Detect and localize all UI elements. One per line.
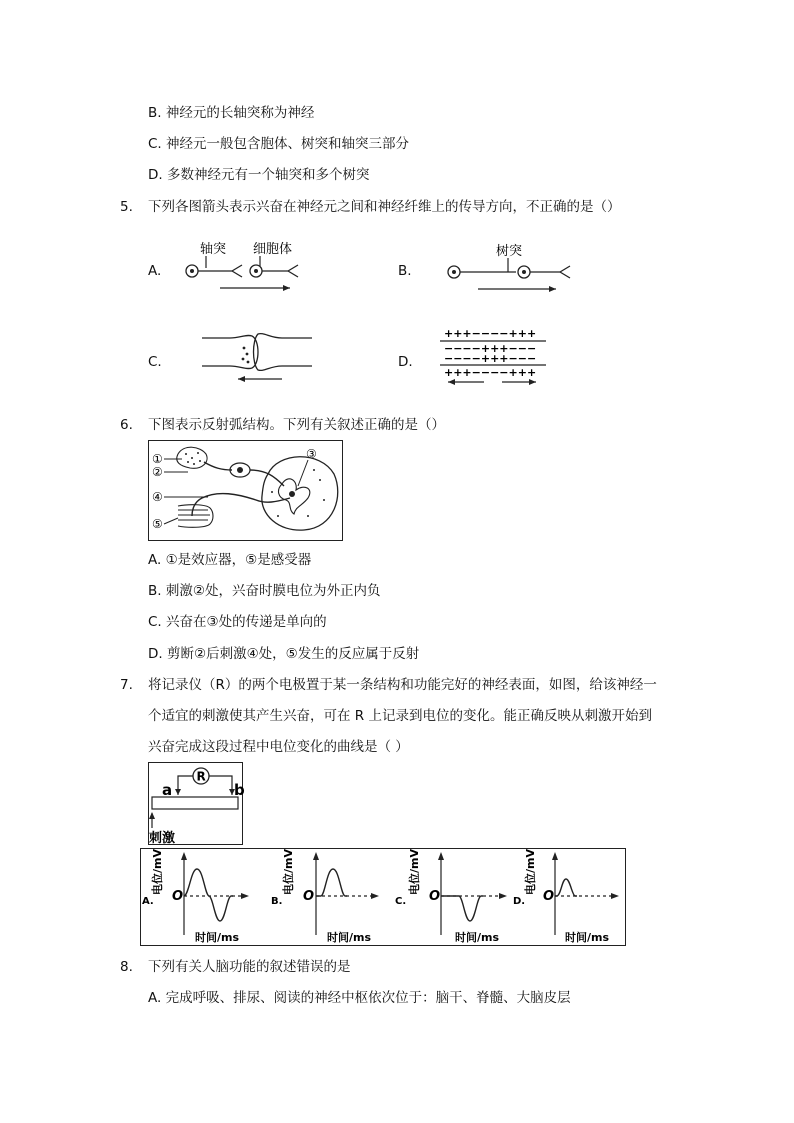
graph-c-origin: O <box>429 889 441 904</box>
q6-option-b: B. 刺激②处，兴奋时膜电位为外正内负 <box>148 583 381 599</box>
q5-label-c: C. <box>148 354 162 370</box>
fiber-charges-row3: −−−−+++−−− <box>444 352 537 365</box>
graph-c-label: C. <box>395 896 407 907</box>
graph-c-xlabel: 时间/ms <box>455 931 500 944</box>
q5-figure-c <box>200 326 320 384</box>
electrode-a-label: a <box>162 781 173 799</box>
q6-stem: 下图表示反射弧结构。下列有关叙述正确的是（） <box>148 417 445 433</box>
graph-b <box>271 849 379 944</box>
graph-b-label: B. <box>271 896 283 907</box>
recorder-r-label: R <box>196 769 206 784</box>
graph-a <box>142 849 249 944</box>
q4-option-b: B. 神经元的长轴突称为神经 <box>148 105 315 121</box>
fiber-charges-row4: +++−−−−+++ <box>444 366 537 379</box>
label-3: ③ <box>306 447 317 461</box>
q7-stem-line1: 将记录仪（R）的两个电极置于某一条结构和功能完好的神经表面，如图，给该神经一 <box>148 677 657 693</box>
cell-body-label: 细胞体 <box>253 242 293 257</box>
dendrite-label: 树突 <box>496 244 523 259</box>
label-4: ④ <box>152 490 163 504</box>
q7-number: 7. <box>120 677 133 693</box>
q7-answer-graphs <box>140 848 626 946</box>
graph-d-origin: O <box>543 889 555 904</box>
q6-option-d: D. 剪断②后刺激④处，⑤发生的反应属于反射 <box>148 646 420 662</box>
q6-option-c: C. 兴奋在③处的传递是单向的 <box>148 614 327 630</box>
q7-recorder-setup-figure <box>148 762 244 846</box>
fiber-charges-row1: +++−−−−+++ <box>444 327 537 340</box>
q5-label-a: A. <box>148 263 162 279</box>
q4-option-d: D. 多数神经元有一个轴突和多个树突 <box>148 167 370 183</box>
fiber-charges-row2: −−−−+++−−− <box>444 342 537 355</box>
graph-d-ylabel: 电位/mV <box>524 849 537 895</box>
graph-a-xlabel: 时间/ms <box>195 931 240 944</box>
graph-d-label: D. <box>513 896 526 907</box>
graph-a-ylabel: 电位/mV <box>151 849 164 895</box>
q6-option-a: A. ①是效应器，⑤是感受器 <box>148 552 312 568</box>
q5-figure-d <box>438 326 550 386</box>
q7-stem-line2: 个适宜的刺激使其产生兴奋，可在 R 上记录到电位的变化。能正确反映从刺激开始到 <box>148 708 652 724</box>
stimulus-label: 刺激 <box>149 831 176 846</box>
q5-stem: 下列各图箭头表示兴奋在神经元之间和神经纤维上的传导方向，不正确的是（） <box>148 199 621 215</box>
graph-c-ylabel: 电位/mV <box>408 849 421 895</box>
q6-number: 6. <box>120 417 133 433</box>
q7-stem-line3: 兴奋完成这段过程中电位变化的曲线是（ ） <box>148 739 409 755</box>
label-2: ② <box>152 465 163 479</box>
q8-stem: 下列有关人脑功能的叙述错误的是 <box>148 959 351 975</box>
graph-c <box>395 849 507 944</box>
label-1: ① <box>152 452 163 466</box>
axon-label: 轴突 <box>200 242 227 257</box>
graph-d-xlabel: 时间/ms <box>565 931 610 944</box>
q5-label-b: B. <box>398 263 412 279</box>
graph-d <box>513 849 619 944</box>
q6-reflex-arc-figure <box>148 440 344 542</box>
q5-number: 5. <box>120 199 133 215</box>
graph-b-xlabel: 时间/ms <box>327 931 372 944</box>
graph-b-origin: O <box>303 889 315 904</box>
q5-figure-b <box>444 240 574 296</box>
q5-figure-a <box>182 238 302 296</box>
label-5: ⑤ <box>152 517 163 531</box>
q4-option-c: C. 神经元一般包含胞体、树突和轴突三部分 <box>148 136 410 152</box>
q8-number: 8. <box>120 959 133 975</box>
q5-label-d: D. <box>398 354 413 370</box>
q8-option-a: A. 完成呼吸、排尿、阅读的神经中枢依次位于：脑干、脊髓、大脑皮层 <box>148 990 571 1006</box>
electrode-b-label: b <box>234 781 245 799</box>
graph-b-ylabel: 电位/mV <box>282 849 295 895</box>
graph-a-origin: O <box>172 889 184 904</box>
graph-a-label: A. <box>142 896 154 907</box>
